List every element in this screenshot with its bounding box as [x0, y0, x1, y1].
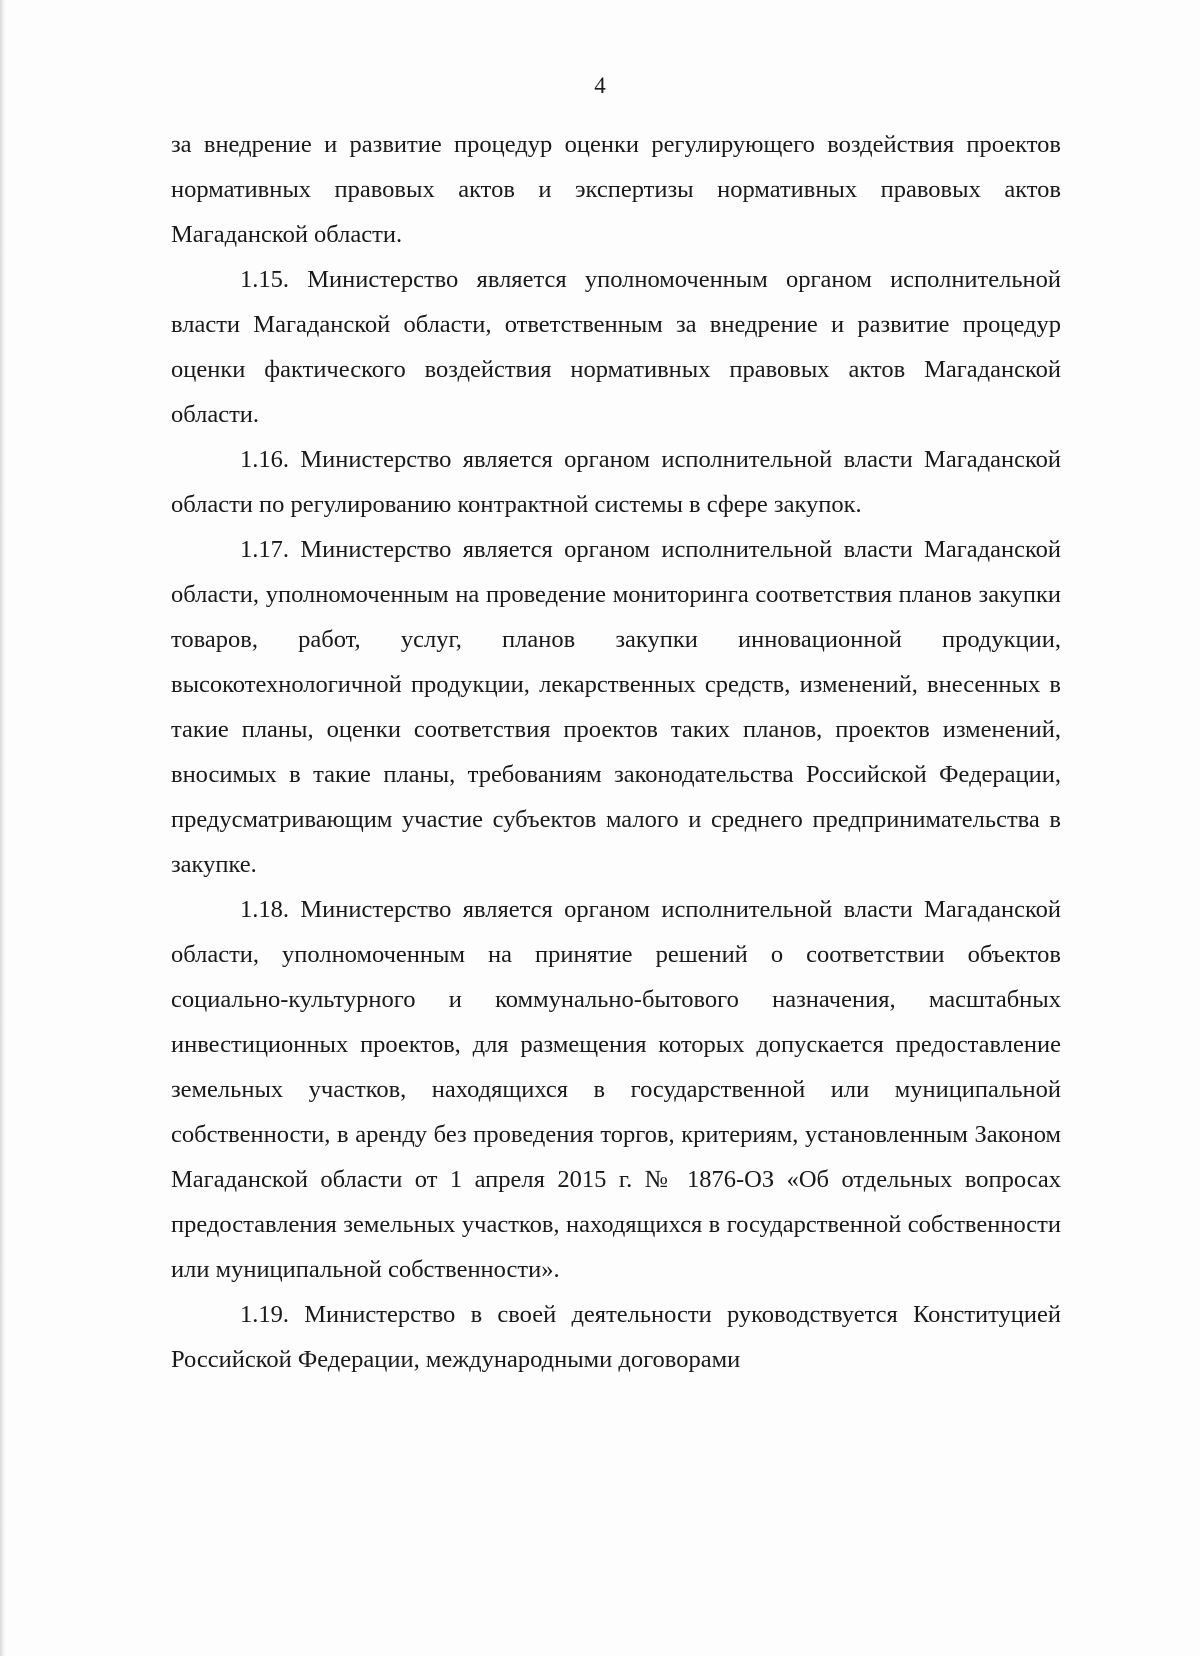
- scan-edge-shadow: [0, 0, 6, 1656]
- paragraph-1-19: 1.19. Министерство в своей деятельности руководствуется Конституцией Российской Федерации, международными договорами: [171, 1301, 1061, 1373]
- paragraph-1-18: 1.18. Министерство является органом исполнительной власти Магаданской области, уполномоченным на принятие решений о соответствии объектов социально-культурного и коммунально-бытового назначения, масштабных инвестиционных проектов, для размещения которых допускается предоставление земельных участков, находящихся в государственной или муниципальной собственности, в аренду без проведения торгов, критериям, установленным Законом Магаданской области от 1 апреля 2015 г. № 1876-ОЗ «Об отдельных вопросах предоставления земельных участков, находящихся в государственной собственности или муниципальной собственности».: [171, 896, 1061, 1283]
- paragraph-1-15: 1.15. Министерство является уполномоченным органом исполнительной власти Магаданской области, ответственным за внедрение и развитие процедур оценки фактического воздействия нормативных правовых актов Магаданской области.: [171, 266, 1061, 428]
- page-number: 4: [594, 73, 606, 98]
- paragraph-1-16: 1.16. Министерство является органом исполнительной власти Магаданской области по регулированию контрактной системы в сфере закупок.: [171, 446, 1061, 518]
- document-body: [171, 122, 1061, 1382]
- paragraph-1-17: 1.17. Министерство является органом исполнительной власти Магаданской области, уполномоченным на проведение мониторинга соответствия планов закупки товаров, работ, услуг, планов закупки инновационной продукции, высокотехнологичной продукции, лекарственных средств, изменений, внесенных в такие планы, оценки соответствия проектов таких планов, проектов изменений, вносимых в такие планы, требованиям законодательства Российской Федерации, предусматривающим участие субъектов малого и среднего предпринимательства в закупке.: [171, 536, 1061, 878]
- paragraph-continuation: за внедрение и развитие процедур оценки регулирующего воздействия проектов нормативных правовых актов и экспертизы нормативных правовых актов Магаданской области.: [171, 131, 1061, 248]
